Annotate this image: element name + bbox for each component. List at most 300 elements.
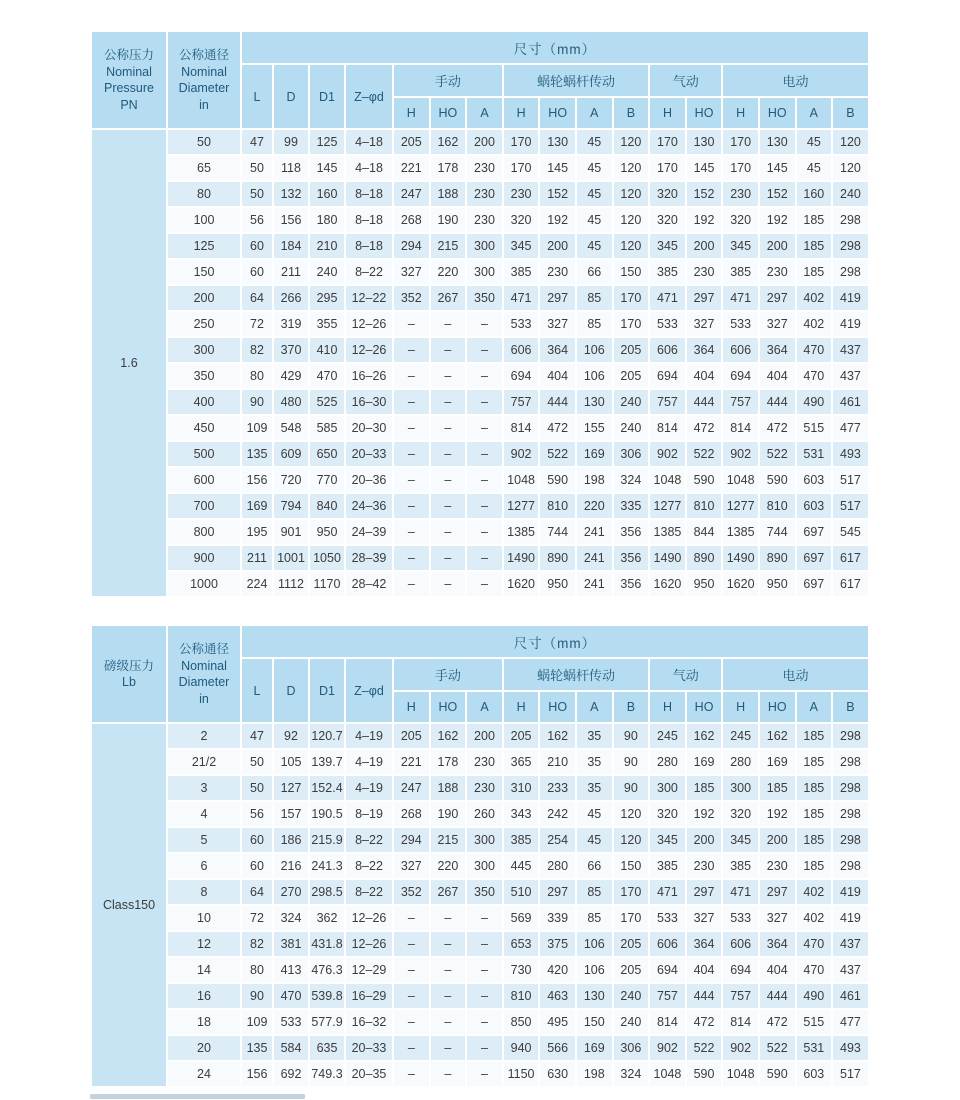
value-cell: 590 bbox=[539, 467, 576, 493]
sub-column-header: B bbox=[613, 691, 650, 723]
value-cell: 215.9 bbox=[309, 827, 345, 853]
size-mm-header: 尺寸（mm） bbox=[241, 31, 869, 64]
value-cell: 120 bbox=[613, 233, 650, 259]
value-cell: 630 bbox=[539, 1061, 576, 1087]
value-cell: 20–36 bbox=[345, 467, 393, 493]
value-cell: – bbox=[466, 311, 503, 337]
value-cell: 20–35 bbox=[345, 1061, 393, 1087]
value-cell: 145 bbox=[539, 155, 576, 181]
value-cell: 233 bbox=[539, 775, 576, 801]
value-cell: 413 bbox=[273, 957, 309, 983]
value-cell: 757 bbox=[503, 389, 540, 415]
value-cell: 294 bbox=[393, 233, 430, 259]
value-cell: 230 bbox=[759, 853, 796, 879]
value-cell: 402 bbox=[796, 905, 833, 931]
value-cell: 757 bbox=[649, 983, 686, 1009]
value-cell: 471 bbox=[649, 285, 686, 311]
value-cell: 28–39 bbox=[345, 545, 393, 571]
value-cell: 437 bbox=[832, 957, 869, 983]
value-cell: 522 bbox=[686, 441, 723, 467]
diameter-cell: 400 bbox=[167, 389, 241, 415]
value-cell: 266 bbox=[273, 285, 309, 311]
value-cell: 343 bbox=[503, 801, 540, 827]
value-cell: 64 bbox=[241, 285, 273, 311]
value-cell: – bbox=[430, 957, 467, 983]
value-cell: 757 bbox=[649, 389, 686, 415]
value-cell: 192 bbox=[539, 207, 576, 233]
value-cell: 327 bbox=[539, 311, 576, 337]
value-cell: 280 bbox=[539, 853, 576, 879]
value-cell: – bbox=[430, 415, 467, 441]
value-cell: 692 bbox=[273, 1061, 309, 1087]
value-cell: 254 bbox=[539, 827, 576, 853]
value-cell: 584 bbox=[273, 1035, 309, 1061]
value-cell: 162 bbox=[430, 129, 467, 155]
value-cell: 370 bbox=[273, 337, 309, 363]
value-cell: 205 bbox=[613, 931, 650, 957]
value-cell: 35 bbox=[576, 749, 613, 775]
value-cell: 160 bbox=[796, 181, 833, 207]
value-cell: 300 bbox=[466, 827, 503, 853]
value-cell: – bbox=[393, 1009, 430, 1035]
value-cell: 109 bbox=[241, 1009, 273, 1035]
value-cell: 160 bbox=[309, 181, 345, 207]
value-cell: 327 bbox=[393, 259, 430, 285]
table-row bbox=[91, 749, 869, 775]
pressure-header-line: Pressure bbox=[103, 81, 155, 95]
table-row bbox=[91, 441, 869, 467]
value-cell: 240 bbox=[309, 259, 345, 285]
value-cell: 50 bbox=[241, 155, 273, 181]
value-cell: – bbox=[466, 545, 503, 571]
value-cell: 577.9 bbox=[309, 1009, 345, 1035]
value-cell: 156 bbox=[241, 467, 273, 493]
diameter-cell: 100 bbox=[167, 207, 241, 233]
value-cell: 205 bbox=[393, 723, 430, 749]
value-cell: – bbox=[430, 571, 467, 597]
value-cell: 319 bbox=[273, 311, 309, 337]
table-row bbox=[91, 467, 869, 493]
sub-column-header: H bbox=[722, 691, 759, 723]
value-cell: 890 bbox=[539, 545, 576, 571]
value-cell: 130 bbox=[539, 129, 576, 155]
value-cell: 35 bbox=[576, 775, 613, 801]
value-cell: 120.7 bbox=[309, 723, 345, 749]
value-cell: 267 bbox=[430, 879, 467, 905]
value-cell: 205 bbox=[503, 723, 540, 749]
diameter-cell: 24 bbox=[167, 1061, 241, 1087]
value-cell: 1277 bbox=[722, 493, 759, 519]
diameter-cell: 1000 bbox=[167, 571, 241, 597]
value-cell: 495 bbox=[539, 1009, 576, 1035]
value-cell: 4–19 bbox=[345, 749, 393, 775]
value-cell: – bbox=[466, 363, 503, 389]
value-cell: 8–22 bbox=[345, 879, 393, 905]
value-cell: 60 bbox=[241, 827, 273, 853]
value-cell: 267 bbox=[430, 285, 467, 311]
value-cell: 814 bbox=[649, 1009, 686, 1035]
value-cell: 210 bbox=[539, 749, 576, 775]
value-cell: 120 bbox=[832, 155, 869, 181]
value-cell: 606 bbox=[503, 337, 540, 363]
value-cell: 548 bbox=[273, 415, 309, 441]
value-cell: 324 bbox=[613, 1061, 650, 1087]
value-cell: 429 bbox=[273, 363, 309, 389]
value-cell: 45 bbox=[576, 155, 613, 181]
value-cell: 517 bbox=[832, 1061, 869, 1087]
value-cell: 590 bbox=[759, 467, 796, 493]
diameter-cell: 900 bbox=[167, 545, 241, 571]
value-cell: 20–30 bbox=[345, 415, 393, 441]
value-cell: 590 bbox=[686, 467, 723, 493]
value-cell: 940 bbox=[503, 1035, 540, 1061]
value-cell: 364 bbox=[686, 337, 723, 363]
value-cell: 1277 bbox=[649, 493, 686, 519]
value-cell: 188 bbox=[430, 775, 467, 801]
value-cell: – bbox=[466, 467, 503, 493]
value-cell: 327 bbox=[686, 905, 723, 931]
value-cell: 230 bbox=[686, 853, 723, 879]
sub-column-header: H bbox=[649, 691, 686, 723]
value-cell: 125 bbox=[309, 129, 345, 155]
value-cell: 300 bbox=[466, 853, 503, 879]
value-cell: 45 bbox=[576, 129, 613, 155]
value-cell: 12–26 bbox=[345, 311, 393, 337]
value-cell: 240 bbox=[613, 389, 650, 415]
value-cell: 190 bbox=[430, 801, 467, 827]
value-cell: 300 bbox=[466, 259, 503, 285]
value-cell: 120 bbox=[613, 181, 650, 207]
diameter-cell: 4 bbox=[167, 801, 241, 827]
pressure-value-cell: 1.6 bbox=[91, 129, 167, 597]
value-cell: 356 bbox=[613, 519, 650, 545]
table-row bbox=[91, 571, 869, 597]
value-cell: 545 bbox=[832, 519, 869, 545]
value-cell: 135 bbox=[241, 1035, 273, 1061]
value-cell: 470 bbox=[796, 363, 833, 389]
actuation-group-header: 电动 bbox=[722, 64, 868, 97]
value-cell: 515 bbox=[796, 1009, 833, 1035]
cut-off-next-section-artifact bbox=[90, 1094, 305, 1099]
diameter-header-line: in bbox=[199, 97, 209, 112]
value-cell: 890 bbox=[686, 545, 723, 571]
value-cell: 345 bbox=[722, 233, 759, 259]
value-cell: 1490 bbox=[649, 545, 686, 571]
value-cell: 211 bbox=[241, 545, 273, 571]
value-cell: 60 bbox=[241, 233, 273, 259]
value-cell: 139.7 bbox=[309, 749, 345, 775]
value-cell: – bbox=[466, 957, 503, 983]
value-cell: 192 bbox=[759, 207, 796, 233]
value-cell: – bbox=[430, 983, 467, 1009]
pn-1-6-dimension-table bbox=[90, 30, 870, 598]
value-cell: – bbox=[466, 905, 503, 931]
value-cell: 364 bbox=[539, 337, 576, 363]
value-cell: 324 bbox=[273, 905, 309, 931]
value-cell: 810 bbox=[539, 493, 576, 519]
diameter-column-header bbox=[167, 625, 241, 723]
value-cell: 297 bbox=[539, 285, 576, 311]
value-cell: 200 bbox=[466, 129, 503, 155]
value-cell: 120 bbox=[613, 827, 650, 853]
value-cell: 247 bbox=[393, 181, 430, 207]
table-row bbox=[91, 493, 869, 519]
pressure-header-line: PN bbox=[120, 97, 138, 112]
value-cell: 298 bbox=[832, 827, 869, 853]
value-cell: 402 bbox=[796, 879, 833, 905]
value-cell: 840 bbox=[309, 493, 345, 519]
value-cell: 362 bbox=[309, 905, 345, 931]
value-cell: 404 bbox=[759, 363, 796, 389]
sub-column-header: B bbox=[832, 97, 869, 129]
value-cell: – bbox=[466, 571, 503, 597]
value-cell: 1620 bbox=[722, 571, 759, 597]
diameter-cell: 350 bbox=[167, 363, 241, 389]
diameter-cell: 700 bbox=[167, 493, 241, 519]
value-cell: – bbox=[466, 441, 503, 467]
sub-column-header: HO bbox=[539, 691, 576, 723]
diameter-cell: 600 bbox=[167, 467, 241, 493]
pressure-column-header bbox=[91, 625, 167, 723]
value-cell: 230 bbox=[759, 259, 796, 285]
table-body bbox=[91, 129, 869, 597]
table-row bbox=[91, 931, 869, 957]
value-cell: 297 bbox=[539, 879, 576, 905]
value-cell: 522 bbox=[686, 1035, 723, 1061]
value-cell: 192 bbox=[759, 801, 796, 827]
value-cell: – bbox=[393, 363, 430, 389]
value-cell: 1048 bbox=[722, 467, 759, 493]
value-cell: 385 bbox=[503, 259, 540, 285]
value-cell: 184 bbox=[273, 233, 309, 259]
value-cell: 120 bbox=[613, 129, 650, 155]
value-cell: 606 bbox=[649, 337, 686, 363]
value-cell: 533 bbox=[503, 311, 540, 337]
value-cell: 461 bbox=[832, 983, 869, 1009]
value-cell: 697 bbox=[796, 571, 833, 597]
sub-column-header: A bbox=[796, 691, 833, 723]
value-cell: 1620 bbox=[503, 571, 540, 597]
value-cell: 364 bbox=[759, 337, 796, 363]
value-cell: 106 bbox=[576, 337, 613, 363]
value-cell: 335 bbox=[613, 493, 650, 519]
value-cell: 170 bbox=[613, 905, 650, 931]
value-cell: 531 bbox=[796, 1035, 833, 1061]
value-cell: – bbox=[466, 1035, 503, 1061]
diameter-header-line: 公称通径 bbox=[178, 642, 229, 656]
value-cell: 8–22 bbox=[345, 827, 393, 853]
value-cell: 56 bbox=[241, 207, 273, 233]
value-cell: 794 bbox=[273, 493, 309, 519]
value-cell: 90 bbox=[241, 389, 273, 415]
value-cell: 185 bbox=[796, 723, 833, 749]
pressure-value-cell: Class150 bbox=[91, 723, 167, 1087]
value-cell: 297 bbox=[686, 285, 723, 311]
diameter-cell: 200 bbox=[167, 285, 241, 311]
diameter-cell: 10 bbox=[167, 905, 241, 931]
value-cell: 192 bbox=[686, 207, 723, 233]
value-cell: 298 bbox=[832, 259, 869, 285]
value-cell: 24–39 bbox=[345, 519, 393, 545]
table-row bbox=[91, 1061, 869, 1087]
table-row bbox=[91, 775, 869, 801]
value-cell: 381 bbox=[273, 931, 309, 957]
value-cell: 200 bbox=[686, 827, 723, 853]
value-cell: 437 bbox=[832, 931, 869, 957]
value-cell: 230 bbox=[539, 259, 576, 285]
table-row bbox=[91, 363, 869, 389]
value-cell: 230 bbox=[466, 155, 503, 181]
value-cell: 810 bbox=[686, 493, 723, 519]
value-cell: 220 bbox=[576, 493, 613, 519]
sub-column-header: H bbox=[722, 97, 759, 129]
value-cell: – bbox=[393, 905, 430, 931]
value-cell: 4–18 bbox=[345, 155, 393, 181]
value-cell: 106 bbox=[576, 957, 613, 983]
value-cell: 471 bbox=[503, 285, 540, 311]
value-cell: 850 bbox=[503, 1009, 540, 1035]
base-column-header: L bbox=[241, 658, 273, 723]
value-cell: 609 bbox=[273, 441, 309, 467]
value-cell: 66 bbox=[576, 259, 613, 285]
value-cell: 170 bbox=[503, 129, 540, 155]
value-cell: 901 bbox=[273, 519, 309, 545]
value-cell: 28–42 bbox=[345, 571, 393, 597]
value-cell: 242 bbox=[539, 801, 576, 827]
value-cell: 20–33 bbox=[345, 1035, 393, 1061]
sub-column-header: B bbox=[613, 97, 650, 129]
value-cell: 431.8 bbox=[309, 931, 345, 957]
diameter-cell: 18 bbox=[167, 1009, 241, 1035]
value-cell: 522 bbox=[539, 441, 576, 467]
value-cell: 200 bbox=[759, 827, 796, 853]
value-cell: 45 bbox=[796, 129, 833, 155]
value-cell: 210 bbox=[309, 233, 345, 259]
value-cell: 472 bbox=[539, 415, 576, 441]
value-cell: 461 bbox=[832, 389, 869, 415]
table-header bbox=[91, 31, 869, 129]
value-cell: 170 bbox=[613, 285, 650, 311]
value-cell: 515 bbox=[796, 415, 833, 441]
base-column-header: L bbox=[241, 64, 273, 129]
value-cell: 8–22 bbox=[345, 259, 393, 285]
value-cell: 306 bbox=[613, 1035, 650, 1061]
value-cell: 345 bbox=[503, 233, 540, 259]
value-cell: 241 bbox=[576, 571, 613, 597]
value-cell: 470 bbox=[796, 931, 833, 957]
value-cell: 1050 bbox=[309, 545, 345, 571]
value-cell: 152.4 bbox=[309, 775, 345, 801]
value-cell: – bbox=[430, 931, 467, 957]
value-cell: 437 bbox=[832, 337, 869, 363]
value-cell: 170 bbox=[503, 155, 540, 181]
value-cell: 240 bbox=[613, 1009, 650, 1035]
value-cell: 1170 bbox=[309, 571, 345, 597]
value-cell: 47 bbox=[241, 723, 273, 749]
value-cell: 60 bbox=[241, 853, 273, 879]
value-cell: 180 bbox=[309, 207, 345, 233]
value-cell: 152 bbox=[539, 181, 576, 207]
table-row bbox=[91, 233, 869, 259]
value-cell: 90 bbox=[613, 723, 650, 749]
sub-column-header: A bbox=[796, 97, 833, 129]
header-row-1 bbox=[91, 31, 869, 64]
value-cell: – bbox=[393, 311, 430, 337]
diameter-header-line: Diameter bbox=[178, 675, 230, 689]
value-cell: 533 bbox=[273, 1009, 309, 1035]
diameter-cell: 300 bbox=[167, 337, 241, 363]
value-cell: 298 bbox=[832, 853, 869, 879]
value-cell: 211 bbox=[273, 259, 309, 285]
value-cell: 241.3 bbox=[309, 853, 345, 879]
value-cell: 200 bbox=[466, 723, 503, 749]
value-cell: 472 bbox=[686, 1009, 723, 1035]
value-cell: 45 bbox=[796, 155, 833, 181]
value-cell: 320 bbox=[503, 207, 540, 233]
value-cell: 477 bbox=[832, 415, 869, 441]
value-cell: – bbox=[430, 311, 467, 337]
sub-column-header: HO bbox=[759, 691, 796, 723]
value-cell: 45 bbox=[576, 207, 613, 233]
value-cell: 635 bbox=[309, 1035, 345, 1061]
value-cell: 356 bbox=[613, 545, 650, 571]
value-cell: 385 bbox=[722, 259, 759, 285]
value-cell: 327 bbox=[686, 311, 723, 337]
value-cell: 16–26 bbox=[345, 363, 393, 389]
value-cell: 902 bbox=[722, 441, 759, 467]
diameter-header-line: Nominal bbox=[181, 64, 227, 79]
value-cell: – bbox=[466, 493, 503, 519]
value-cell: 463 bbox=[539, 983, 576, 1009]
value-cell: 339 bbox=[539, 905, 576, 931]
value-cell: 694 bbox=[649, 957, 686, 983]
value-cell: 364 bbox=[759, 931, 796, 957]
value-cell: – bbox=[466, 1061, 503, 1087]
value-cell: 345 bbox=[649, 233, 686, 259]
diameter-header-line: 公称通径 bbox=[178, 48, 229, 62]
value-cell: 12–22 bbox=[345, 285, 393, 311]
base-column-header: D bbox=[273, 658, 309, 723]
value-cell: 297 bbox=[759, 879, 796, 905]
value-cell: 240 bbox=[832, 181, 869, 207]
value-cell: – bbox=[466, 983, 503, 1009]
value-cell: 169 bbox=[576, 441, 613, 467]
value-cell: 297 bbox=[759, 285, 796, 311]
value-cell: 814 bbox=[649, 415, 686, 441]
value-cell: 1048 bbox=[649, 1061, 686, 1087]
value-cell: 169 bbox=[759, 749, 796, 775]
value-cell: 320 bbox=[649, 207, 686, 233]
value-cell: 120 bbox=[832, 129, 869, 155]
value-cell: 50 bbox=[241, 749, 273, 775]
value-cell: 493 bbox=[832, 1035, 869, 1061]
value-cell: 85 bbox=[576, 879, 613, 905]
value-cell: 135 bbox=[241, 441, 273, 467]
value-cell: 85 bbox=[576, 905, 613, 931]
value-cell: 20–33 bbox=[345, 441, 393, 467]
value-cell: 155 bbox=[576, 415, 613, 441]
value-cell: 306 bbox=[613, 441, 650, 467]
value-cell: 156 bbox=[273, 207, 309, 233]
value-cell: 1385 bbox=[503, 519, 540, 545]
value-cell: 531 bbox=[796, 441, 833, 467]
value-cell: 350 bbox=[466, 879, 503, 905]
pressure-column-header bbox=[91, 31, 167, 129]
table-row bbox=[91, 311, 869, 337]
value-cell: – bbox=[393, 415, 430, 441]
value-cell: 145 bbox=[759, 155, 796, 181]
actuation-group-header: 手动 bbox=[393, 64, 503, 97]
